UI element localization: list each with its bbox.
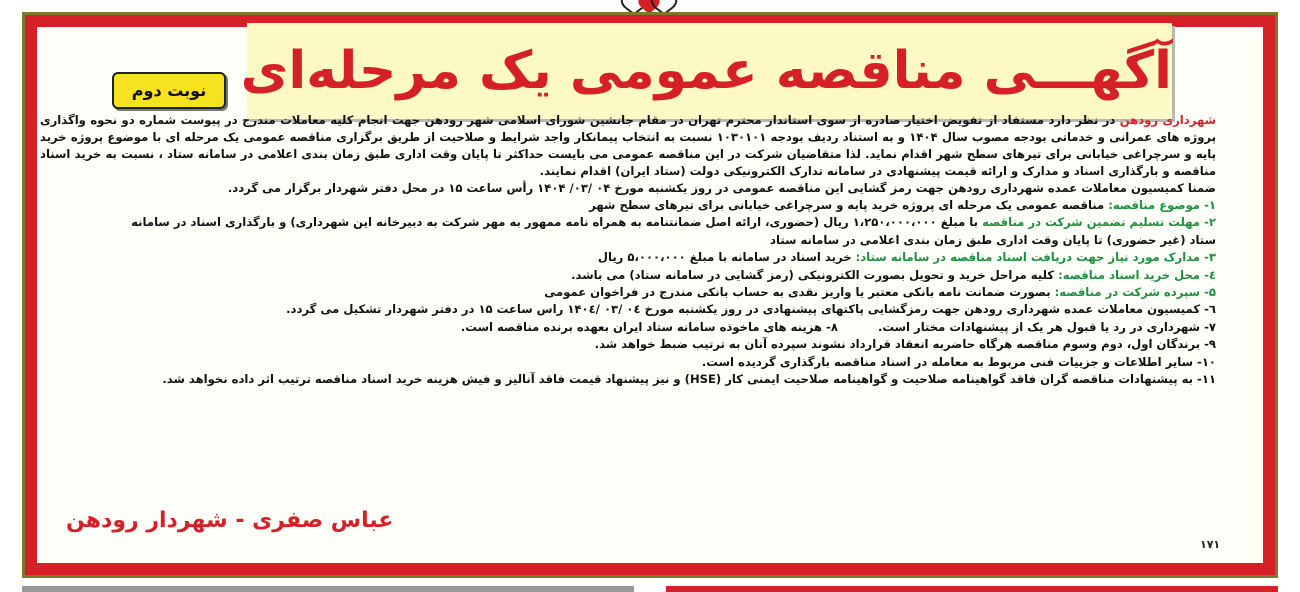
item-10: ۱۰- سایر اطلاعات و جزییات فنی مربوط به معامله در اسناد مناقصه بارگذاری گردیده است. bbox=[701, 354, 1216, 369]
item-2 bbox=[40, 214, 1216, 231]
item-label: ٤- محل خرید اسناد مناقصه: bbox=[1058, 267, 1216, 282]
item-text: با مبلغ ۱،۲۵۰،۰۰۰،۰۰۰ ریال (حضوری، ارائه اصل ضمانتنامه به همراه نامه ممهور به مهر شرکت به دبیرخانه این شهرداری) و بارگذاری اسناد در سامانه bbox=[131, 215, 983, 230]
item-label: ۵- سپرده شرکت در مناقصه: bbox=[1054, 285, 1216, 300]
item-5 bbox=[40, 284, 1216, 301]
item-7-8-row bbox=[40, 319, 1216, 336]
item-8: ۸- هزینه های ماخوذه سامانه ستاد ایران بعهده برنده مناقصه است. bbox=[460, 319, 838, 334]
municipality-name: شهرداری رودهن bbox=[1119, 113, 1216, 127]
item-text: ستاد (غیر حضوری) تا پایان وقت اداری طبق زمان بندی اعلامی در سامانه ستاد bbox=[770, 232, 1216, 247]
item-label: ۲- مهلت تسلیم تضمین شرکت در مناقصه bbox=[982, 215, 1216, 230]
item-text: کلیه مراحل خرید و تحویل بصورت الکترونیکی (رمز گشایی در سامانه ستاد) می باشد. bbox=[571, 267, 1059, 282]
intro-paragraph bbox=[40, 112, 1216, 180]
title-box bbox=[240, 23, 1172, 119]
item-9: ۹- برندگان اول، دوم وسوم مناقصه هرگاه حاضربه انعقاد قرارداد نشوند سپرده آنان به ترتیب ضبط خواهد شد. bbox=[594, 337, 1216, 352]
item-1 bbox=[40, 197, 1216, 214]
item-7: ۷- شهرداری در رد یا قبول هر یک از پیشنهادات مختار است. bbox=[877, 319, 1216, 334]
item-6: ٦- کمیسیون معاملات عمده شهرداری رودهن جهت رمزگشایی پاکتهای پیشنهادی در روز یکشنبه مورخ ۰٤ /۰۳ /۱۴۰٤ راس ساعت ۱۵ در دفتر شهردار تشکیل می گردد. bbox=[286, 302, 1216, 317]
round-badge: نوبت دوم bbox=[112, 72, 226, 109]
item-label: ۱- موضوع مناقصه: bbox=[1108, 198, 1216, 212]
item-text: بصورت ضمانت نامه بانکی معتبر یا واریز نقدی به حساب بانکی مندرج در فراخوان عمومی bbox=[544, 285, 1055, 300]
item-4 bbox=[40, 267, 1216, 284]
item-text: مناقصه عمومی یک مرحله ای پروژه خرید پایه و سرچراغی خیابانی برای تیرهای سطح شهر bbox=[589, 198, 1109, 212]
item-11: ۱۱- به پیشنهادات مناقصه گران فاقد گواهینامه صلاحیت و گواهینامه صلاحیت ایمنی کار (HSE) و نیز پیشنهاد قیمت فاقد آنالیز و فیش هزینه خرید اسناد مناقصه ترتیب اثر داده نخواهد شد. bbox=[162, 372, 1216, 387]
bottom-divider-gray bbox=[22, 586, 634, 592]
bottom-divider-red bbox=[666, 586, 1278, 592]
commission-paragraph: ضمنا کمیسیون معاملات عمده شهرداری رودهن جهت رمز گشایی این مناقصه عمومی در روز یکشنبه مورخ ۰۴ /۰۳/ ۱۴۰۴ رأس ساعت ۱۵ در محل دفتر شهردار برگزار می گردد. bbox=[227, 181, 1216, 195]
notice-title: آگهـــی مناقصه عمومی یک مرحله‌ای bbox=[240, 41, 1172, 101]
signature: عباس صفری - شهردار رودهن bbox=[66, 508, 394, 533]
page-number: ۱۷۱ bbox=[1200, 538, 1221, 551]
item-text: خرید اسناد در سامانه با مبلغ ۵،۰۰۰،۰۰۰ ریال bbox=[597, 250, 856, 265]
intro-text: در نظر دارد مستفاد از تفویض اختیار صادره از سوی استاندار محترم تهران در مقام جانشین شورای اسلامی شهر رودهن جهت انجام کلیه معاملات مندرج در پیوست شماره دو نحوه واگذاری پروژه های عمرانی و خدماتی بودجه مصوب سال ۱۴۰۴ و به استناد ردیف بودجه ۱۰۳۰۱۰۱ نسبت به انتخاب پیمانکار واجد شرایط و صلاحیت از طریق برگزاری مناقصه عمومی یک مرحله ای با موضوع پروژه خرید پایه و سرچراغی خیابانی برای تیرهای سطح شهر اقدام نماید. لذا متقاضیان شرکت در این مناقصه عمومی می بایست حداکثر تا پایان وقت اداری طبق زمان بندی اعلامی در سامانه ستاد ، نسبت به خرید اسناد مناقصه و بارگذاری اسناد و مدارک و ارائه قیمت پیشنهادی در سامانه تدارک الکترونیکی دولت (ستاد ایران) اقدام نمایند. bbox=[40, 113, 1216, 178]
item-2-continued bbox=[40, 232, 1216, 249]
item-3 bbox=[40, 249, 1216, 266]
notice-body bbox=[40, 112, 1216, 388]
item-label: ۳- مدارک مورد نیاز جهت دریافت اسناد مناقصه در سامانه ستاد: bbox=[855, 250, 1216, 265]
